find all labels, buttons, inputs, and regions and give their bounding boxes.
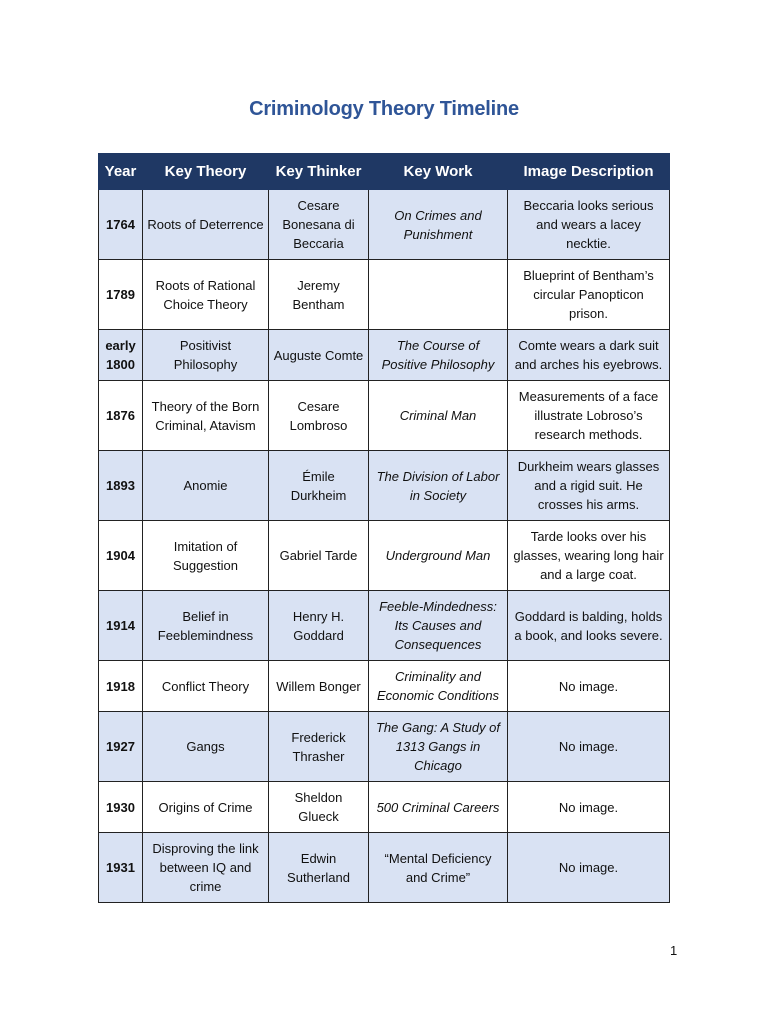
cell-year: 1918 (99, 661, 143, 712)
cell-theory: Disproving the link between IQ and crime (143, 833, 269, 903)
cell-theory: Roots of Rational Choice Theory (143, 260, 269, 330)
cell-work: Criminal Man (369, 381, 508, 451)
table-row (99, 381, 670, 451)
cell-thinker: Auguste Comte (269, 330, 369, 381)
cell-work: Criminality and Economic Conditions (369, 661, 508, 712)
cell-year: 1876 (99, 381, 143, 451)
cell-thinker: Jeremy Bentham (269, 260, 369, 330)
table-row (99, 591, 670, 661)
cell-thinker: Émile Durkheim (269, 451, 369, 521)
cell-work: The Gang: A Study of 1313 Gangs in Chicago (369, 712, 508, 782)
cell-work: The Course of Positive Philosophy (369, 330, 508, 381)
cell-theory: Conflict Theory (143, 661, 269, 712)
cell-thinker: Frederick Thrasher (269, 712, 369, 782)
cell-work: Underground Man (369, 521, 508, 591)
header-key-theory: Key Theory (143, 154, 269, 190)
cell-theory: Belief in Feeblemindness (143, 591, 269, 661)
cell-work: The Division of Labor in Society (369, 451, 508, 521)
cell-year: 1893 (99, 451, 143, 521)
cell-description: Tarde looks over his glasses, wearing long hair and a large coat. (508, 521, 670, 591)
table-row (99, 521, 670, 591)
cell-year: 1927 (99, 712, 143, 782)
page-title: Criminology Theory Timeline (249, 98, 519, 120)
table-row (99, 833, 670, 903)
cell-thinker: Cesare Bonesana di Beccaria (269, 190, 369, 260)
cell-description: Comte wears a dark suit and arches his eyebrows. (508, 330, 670, 381)
cell-description: Blueprint of Bentham’s circular Panopticon prison. (508, 260, 670, 330)
cell-year: 1930 (99, 782, 143, 833)
cell-theory: Roots of Deterrence (143, 190, 269, 260)
cell-work (369, 260, 508, 330)
cell-thinker: Cesare Lombroso (269, 381, 369, 451)
cell-description: Measurements of a face illustrate Lobroso’s research methods. (508, 381, 670, 451)
cell-thinker: Edwin Sutherland (269, 833, 369, 903)
cell-thinker: Gabriel Tarde (269, 521, 369, 591)
cell-description: Beccaria looks serious and wears a lacey necktie. (508, 190, 670, 260)
cell-theory: Origins of Crime (143, 782, 269, 833)
cell-thinker: Henry H. Goddard (269, 591, 369, 661)
cell-work: 500 Criminal Careers (369, 782, 508, 833)
cell-work: On Crimes and Punishment (369, 190, 508, 260)
header-key-thinker: Key Thinker (269, 154, 369, 190)
cell-description: Durkheim wears glasses and a rigid suit. He crosses his arms. (508, 451, 670, 521)
cell-description: Goddard is balding, holds a book, and looks severe. (508, 591, 670, 661)
table-row (99, 661, 670, 712)
table-row (99, 190, 670, 260)
table-row (99, 330, 670, 381)
cell-description: No image. (508, 661, 670, 712)
cell-thinker: Sheldon Glueck (269, 782, 369, 833)
cell-theory: Theory of the Born Criminal, Atavism (143, 381, 269, 451)
cell-thinker: Willem Bonger (269, 661, 369, 712)
cell-year: 1789 (99, 260, 143, 330)
header-key-work: Key Work (369, 154, 508, 190)
cell-description: No image. (508, 833, 670, 903)
cell-year: 1914 (99, 591, 143, 661)
cell-work: “Mental Deficiency and Crime” (369, 833, 508, 903)
page-number: 1 (670, 943, 678, 958)
table-row (99, 712, 670, 782)
cell-work: Feeble-Mindedness: Its Causes and Consequences (369, 591, 508, 661)
timeline-table (98, 153, 670, 903)
table-row (99, 451, 670, 521)
cell-theory: Anomie (143, 451, 269, 521)
cell-year: early 1800 (99, 330, 143, 381)
cell-theory: Positivist Philosophy (143, 330, 269, 381)
cell-year: 1904 (99, 521, 143, 591)
cell-theory: Imitation of Suggestion (143, 521, 269, 591)
cell-year: 1931 (99, 833, 143, 903)
cell-description: No image. (508, 712, 670, 782)
cell-theory: Gangs (143, 712, 269, 782)
header-year: Year (99, 154, 143, 190)
cell-year: 1764 (99, 190, 143, 260)
table-row (99, 782, 670, 833)
header-image-description: Image Description (508, 154, 670, 190)
table-header-row (99, 154, 670, 190)
table-row (99, 260, 670, 330)
cell-description: No image. (508, 782, 670, 833)
